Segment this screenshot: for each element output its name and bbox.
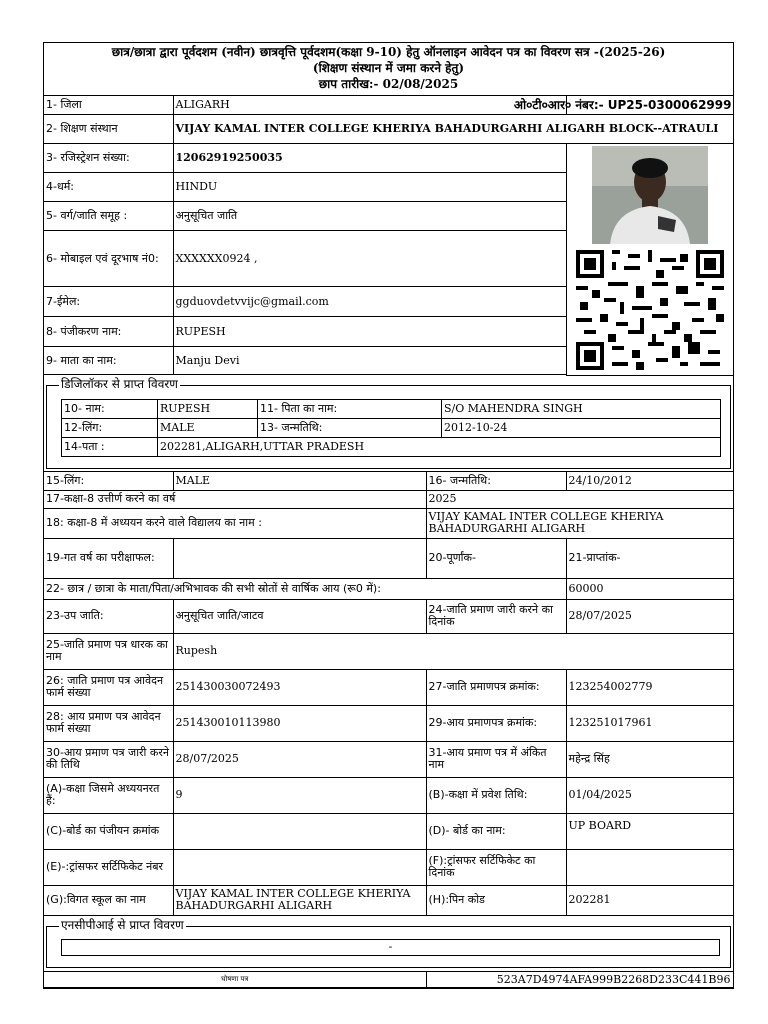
digilocker-table	[61, 399, 721, 457]
board-reg-value	[173, 813, 426, 849]
class-label: (A)-कक्षा जिसमे अध्ययनरत हैं:	[44, 777, 173, 813]
income-cert-date-label: 30-आय प्रमाण पत्र जारी करने की तिथि	[44, 741, 173, 777]
pincode-value: 202281	[566, 885, 733, 915]
board-name-value: UP BOARD	[566, 813, 733, 849]
caste-cert-no-value: 123254002779	[566, 669, 733, 705]
dl-name-value: RUPESH	[158, 399, 258, 418]
ncpi-legend: एनसीपीआई से प्राप्त विवरण	[61, 917, 184, 932]
tc-no-label: (E)-:ट्रांसफर सर्टिफिकेट नंबर	[44, 849, 173, 885]
photo-qr-cell	[566, 144, 733, 376]
income-form-label: 28: आय प्रमाण पत्र आवेदन फार्म संख्या	[44, 705, 173, 741]
caste-form-value: 251430030072493	[173, 669, 426, 705]
dl-name-label: 10- नाम:	[62, 399, 158, 418]
personal-details-table	[44, 95, 734, 376]
digilocker-legend: डिजिलॉकर से प्राप्त विवरण	[61, 376, 178, 391]
dob-label: 16- जन्मतिथि:	[426, 471, 566, 490]
document-code: 523A7D4974AFA999B2268D233C441B96	[426, 971, 733, 987]
regname-value: RUPESH	[173, 317, 566, 347]
income-form-value: 251430010113980	[173, 705, 426, 741]
mobile-label: 6- मोबाइल एवं दूरभाष नं0:	[44, 231, 173, 287]
print-date: छाप तारीख:- 02/08/2025	[318, 77, 459, 91]
dob-value: 24/10/2012	[566, 471, 733, 490]
application-form	[43, 42, 734, 989]
pass-year-value: 2025	[426, 490, 733, 508]
subcaste-label: 23-उप जाति:	[44, 599, 173, 633]
gender-label: 15-लिंग:	[44, 471, 173, 490]
admission-date-label: (B)-कक्षा में प्रवेश तिथि:	[426, 777, 566, 813]
regname-label: 8- पंजीकरण नाम:	[44, 317, 173, 347]
school8-label: 18: कक्षा-8 में अध्ययन करने वाले विद्यालय का नाम :	[44, 508, 426, 538]
income-cert-name-value: महेन्द्र सिंह	[566, 741, 733, 777]
dl-father-value: S/O MAHENDRA SINGH	[442, 399, 721, 418]
income-cert-no-value: 123251017961	[566, 705, 733, 741]
ncpi-value: -	[62, 939, 720, 955]
email-label: 7-ईमेल:	[44, 287, 173, 317]
otr-number: ओ०टी०आर० नंबर:- UP25-0300062999	[513, 98, 732, 112]
institute-label: 2- शिक्षण संस्थान	[44, 115, 173, 144]
form-footer	[44, 971, 734, 988]
obtained-marks-label: 21-प्राप्तांक-	[566, 538, 733, 578]
dl-father-label: 11- पिता का नाम:	[258, 399, 442, 418]
admission-date-value: 01/04/2025	[566, 777, 733, 813]
student-photo	[592, 146, 708, 244]
prev-result-label: 19-गत वर्ष का परीक्षाफल:	[44, 538, 173, 578]
application-details-table	[44, 471, 734, 916]
caste-group-value: अनुसूचित जाति	[173, 202, 566, 231]
ncpi-table	[61, 939, 720, 956]
tc-date-value	[566, 849, 733, 885]
pass-year-label: 17-कक्षा-8 उत्तीर्ण करने का वर्ष	[44, 490, 426, 508]
religion-label: 4-धर्म:	[44, 173, 173, 202]
full-marks-label: 20-पूर्णांक-	[426, 538, 566, 578]
income-cert-name-label: 31-आय प्रमाण पत्र में अंकित नाम	[426, 741, 566, 777]
tc-date-label: (F):ट्रांसफर सर्टिफिकेट का दिनांक	[426, 849, 566, 885]
caste-cert-no-label: 27-जाति प्रमाणपत्र क्रमांक:	[426, 669, 566, 705]
income-cert-no-label: 29-आय प्रमाणपत्र क्रमांक:	[426, 705, 566, 741]
subcaste-value: अनुसूचित जाति/जाटव	[173, 599, 426, 633]
board-reg-label: (C)-बोर्ड का पंजीयन क्रमांक	[44, 813, 173, 849]
district-label: 1- जिला	[44, 96, 173, 115]
school8-value: VIJAY KAMAL INTER COLLEGE KHERIYA BAHADURGARHI ALIGARH	[426, 508, 733, 538]
pincode-label: (H):पिन कोड	[426, 885, 566, 915]
income-value: 60000	[566, 578, 733, 599]
caste-cert-date-value: 28/07/2025	[566, 599, 733, 633]
mother-label: 9- माता का नाम:	[44, 347, 173, 375]
institute-value: VIJAY KAMAL INTER COLLEGE KHERIYA BAHADURGARHI ALIGARH BLOCK--ATRAULI	[173, 115, 733, 144]
prev-school-value: VIJAY KAMAL INTER COLLEGE KHERIYA BAHADURGARHI ALIGARH	[173, 885, 426, 915]
regno-value: 12062919250035	[173, 144, 566, 173]
caste-form-label: 26: जाति प्रमाण पत्र आवेदन फार्म संख्या	[44, 669, 173, 705]
dl-dob-label: 13- जन्मतिथि:	[258, 418, 442, 437]
dl-gender-label: 12-लिंग:	[62, 418, 158, 437]
mother-value: Manju Devi	[173, 347, 566, 375]
income-cert-date-value: 28/07/2025	[173, 741, 426, 777]
mobile-value: XXXXXX0924 ,	[173, 231, 566, 287]
dl-dob-value: 2012-10-24	[442, 418, 721, 437]
income-label: 22- छात्र / छात्रा के माता/पिता/अभिभावक की सभी स्रोतों से वार्षिक आय (रू0 में):	[44, 578, 566, 599]
dl-address-label: 14-पता :	[62, 437, 158, 456]
caste-cert-date-label: 24-जाति प्रमाण जारी करने का दिनांक	[426, 599, 566, 633]
board-name-label: (D)- बोर्ड का नाम:	[426, 813, 566, 849]
email-value: ggduovdetvvijc@gmail.com	[173, 287, 566, 317]
caste-holder-label: 25-जाति प्रमाण पत्र धारक का नाम	[44, 633, 173, 669]
regno-label: 3- रजिस्ट्रेशन संख्या:	[44, 144, 173, 173]
district-value: ALIGARH	[173, 96, 566, 115]
tc-no-value	[173, 849, 426, 885]
class-value: 9	[173, 777, 426, 813]
prev-result-value	[173, 538, 426, 578]
form-header	[44, 43, 733, 95]
dl-gender-value: MALE	[158, 418, 258, 437]
digilocker-section	[46, 376, 731, 469]
form-title: छात्र/छात्रा द्वारा पूर्वदशम (नवीन) छात्रवृत्ति पूर्वदशम(कक्षा 9-10) हेतु ऑनलाइन आवेदन पत्र का विवरण सत्र -(2025-26)	[111, 45, 666, 59]
qr-code	[576, 250, 724, 370]
ncpi-section	[46, 917, 731, 968]
gender-value: MALE	[173, 471, 426, 490]
prev-school-label: (G):विगत स्कूल का नाम	[44, 885, 173, 915]
declaration-label: घोषणा पत्र	[44, 971, 426, 987]
form-subtitle: (शिक्षण संस्थान में जमा करने हेतु)	[312, 61, 465, 75]
dl-address-value: 202281,ALIGARH,UTTAR PRADESH	[158, 437, 721, 456]
caste-group-label: 5- वर्ग/जाति समूह :	[44, 202, 173, 231]
religion-value: HINDU	[173, 173, 566, 202]
caste-holder-value: Rupesh	[173, 633, 733, 669]
